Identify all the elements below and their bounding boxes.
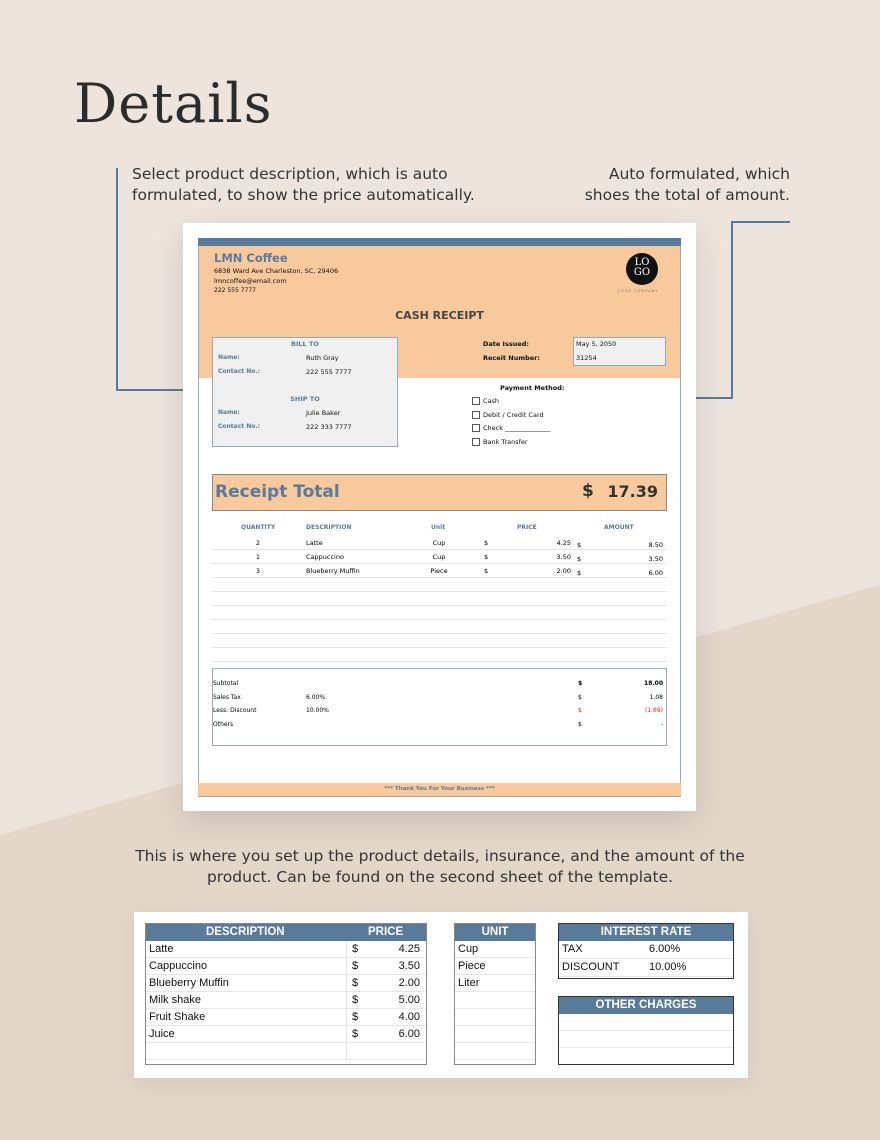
- receipt-number-label: Receit Number:: [483, 354, 540, 362]
- currency: $: [484, 539, 489, 547]
- table-row[interactable]: [146, 941, 426, 958]
- unit-name: Cup: [458, 943, 479, 955]
- table-row[interactable]: [212, 634, 667, 648]
- table-row[interactable]: [455, 1009, 535, 1026]
- option-label: Cash: [483, 397, 500, 405]
- payment-options: [472, 395, 551, 450]
- receipt-title: CASH RECEIPT: [395, 309, 484, 322]
- table-row[interactable]: [455, 1043, 535, 1060]
- item-unit: Piece: [430, 567, 448, 575]
- currency: $: [352, 1028, 359, 1040]
- ship-contact-label: Contact No.:: [218, 423, 261, 430]
- table-row[interactable]: [559, 959, 733, 977]
- bill-contact[interactable]: 222 555 7777: [306, 368, 352, 376]
- date-label: Date Issued:: [483, 340, 530, 348]
- table-row[interactable]: [212, 592, 667, 606]
- currency: $: [352, 1011, 359, 1023]
- table-row[interactable]: [212, 564, 667, 578]
- currency: $: [352, 960, 359, 972]
- summary-value: -: [660, 720, 663, 728]
- payment-option-card[interactable]: [472, 409, 551, 423]
- summary-value: (1.69): [644, 707, 663, 714]
- summary-row: [212, 691, 667, 705]
- price-header: PRICE: [368, 926, 404, 938]
- bill-to-heading: BILL TO: [291, 340, 319, 348]
- products-table: [145, 923, 427, 1065]
- item-description: Latte: [306, 539, 323, 547]
- company-name: LMN Coffee: [214, 251, 288, 265]
- callout-line: [731, 221, 790, 223]
- product-name: Latte: [149, 943, 174, 955]
- currency: $: [352, 994, 359, 1006]
- unit-header: UNIT: [455, 924, 535, 941]
- currency: $: [578, 680, 583, 687]
- table-row[interactable]: [559, 941, 733, 959]
- table-row[interactable]: [212, 606, 667, 620]
- item-amount: 3.50: [648, 555, 663, 563]
- payment-option-cash[interactable]: [472, 395, 551, 409]
- table-row[interactable]: [212, 550, 667, 564]
- table-row[interactable]: [212, 536, 667, 550]
- bill-ship-box: [212, 337, 398, 447]
- company-address: 6838 Ward Ave Charleston, SC, 29406: [214, 267, 339, 275]
- currency: $: [577, 555, 582, 563]
- col-unit: Unit: [431, 524, 446, 531]
- product-name: Fruit Shake: [149, 1011, 206, 1023]
- table-row[interactable]: [146, 1043, 426, 1060]
- summary-value: 18.00: [644, 680, 663, 687]
- col-quantity: QUANTITY: [241, 524, 276, 531]
- table-row[interactable]: [146, 975, 426, 992]
- date-issued[interactable]: May 5, 2050: [576, 340, 617, 348]
- table-row[interactable]: [212, 620, 667, 634]
- currency: $: [484, 567, 489, 575]
- units-table: [454, 923, 536, 1065]
- checkbox[interactable]: [472, 411, 480, 419]
- unit-name: Piece: [458, 960, 486, 972]
- page-title: Details: [74, 72, 273, 135]
- col-amount: AMOUNT: [604, 524, 634, 531]
- ship-name-label: Name:: [218, 409, 240, 416]
- note-bottom: This is where you set up the product details, insurance, and the amount of the product. Can be found on the second sheet of the template.: [135, 847, 745, 886]
- product-price: 5.00: [398, 994, 420, 1006]
- table-row[interactable]: [559, 1031, 733, 1048]
- table-row[interactable]: [455, 975, 535, 992]
- table-row[interactable]: [212, 648, 667, 662]
- item-quantity: 1: [255, 553, 261, 561]
- logo-subtitle: LOGO COMPANY: [618, 289, 659, 293]
- table-row[interactable]: [455, 992, 535, 1009]
- table-row[interactable]: [146, 1009, 426, 1026]
- currency: $: [578, 707, 582, 714]
- payment-option-check[interactable]: [472, 422, 551, 436]
- table-row[interactable]: [455, 958, 535, 975]
- rate-value: 10.00%: [649, 961, 687, 973]
- receipt-footer: *** Thank You For Your Business ***: [198, 783, 681, 796]
- unit-name: Liter: [458, 977, 480, 989]
- interest-table: [558, 923, 734, 979]
- col-price: PRICE: [517, 524, 537, 531]
- desc-header: DESCRIPTION: [206, 926, 285, 938]
- summary-label: Less: Discount: [213, 707, 257, 714]
- summary-row: [212, 704, 667, 718]
- currency: $: [578, 693, 582, 701]
- item-amount: 8.50: [648, 541, 663, 549]
- bill-contact-label: Contact No.:: [218, 368, 261, 375]
- receipt-total-value: 17.39: [607, 482, 658, 501]
- item-description: Blueberry Muffin: [306, 567, 360, 575]
- product-name: Juice: [149, 1028, 175, 1040]
- receipt-number[interactable]: 31254: [576, 354, 597, 362]
- option-label: Check ______________: [483, 424, 551, 433]
- option-label: Debit / Credit Card: [483, 410, 544, 419]
- currency: $: [352, 943, 359, 955]
- callout-line: [731, 221, 733, 399]
- table-row[interactable]: [146, 992, 426, 1009]
- receipt-top-bar: [198, 238, 681, 246]
- summary-label: Others: [213, 720, 234, 728]
- other-charges-table: [558, 996, 734, 1065]
- item-price: 3.50: [556, 553, 571, 561]
- products-header: [146, 924, 426, 941]
- option-label: Bank Transfer: [483, 438, 528, 447]
- table-row[interactable]: [146, 958, 426, 975]
- rate-label: TAX: [562, 943, 583, 955]
- product-name: Milk shake: [149, 994, 201, 1006]
- bill-name[interactable]: Ruth Gray: [306, 354, 339, 362]
- interest-header: INTEREST RATE: [559, 924, 733, 941]
- checkbox[interactable]: [472, 424, 480, 432]
- product-price: 6.00: [398, 1028, 420, 1040]
- table-row[interactable]: [212, 578, 667, 592]
- product-price: 4.00: [398, 1011, 420, 1023]
- currency: $: [578, 720, 582, 728]
- product-price: 3.50: [398, 960, 420, 972]
- item-quantity: 2: [255, 539, 261, 547]
- table-row[interactable]: [455, 941, 535, 958]
- summary-value: 1.08: [649, 693, 663, 701]
- payment-method-label: Payment Method:: [500, 384, 565, 392]
- company-phone: 222 555 7777: [214, 287, 256, 294]
- summary-label: Subtotal: [213, 680, 239, 687]
- summary-row: [212, 677, 667, 691]
- table-row[interactable]: [146, 1026, 426, 1043]
- ship-name[interactable]: Julie Baker: [306, 409, 341, 417]
- currency: $: [352, 977, 359, 989]
- item-price: 2.00: [556, 567, 571, 575]
- item-amount: 6.00: [648, 569, 663, 577]
- ship-to-heading: SHIP TO: [290, 395, 320, 403]
- rate-value: 6.00%: [649, 943, 681, 955]
- item-description: Cappuccino: [306, 553, 344, 561]
- items-header: [212, 524, 667, 536]
- currency: $: [484, 553, 489, 561]
- callout-line: [116, 168, 118, 391]
- checkbox[interactable]: [472, 397, 480, 405]
- summary-rate: 10.00%: [306, 707, 329, 714]
- note-right: Auto formulated, which shoes the total of amount.: [584, 165, 790, 204]
- item-price: 4.25: [556, 539, 571, 547]
- payment-option-bank[interactable]: [472, 436, 551, 450]
- product-name: Blueberry Muffin: [149, 977, 229, 989]
- other-charges-header: OTHER CHARGES: [559, 997, 733, 1014]
- checkbox[interactable]: [472, 438, 480, 446]
- receipt-total-label: Receipt Total: [215, 482, 340, 502]
- summary-row: [212, 718, 667, 732]
- summary-rate: 6.00%: [306, 693, 326, 701]
- logo-icon: LO GO: [626, 253, 658, 285]
- ship-contact[interactable]: 222 333 7777: [306, 423, 352, 431]
- currency: $: [577, 569, 582, 577]
- bill-name-label: Name:: [218, 354, 240, 361]
- product-name: Cappuccino: [149, 960, 208, 972]
- total-currency: $: [582, 481, 594, 501]
- item-unit: Cup: [432, 539, 446, 547]
- product-price: 4.25: [398, 943, 420, 955]
- col-description: DESCRIPTION: [306, 524, 352, 531]
- currency: $: [577, 541, 582, 549]
- note-left: Select product description, which is auto formulated, to show the price automatically.: [132, 165, 475, 204]
- rate-label: DISCOUNT: [562, 961, 620, 973]
- item-quantity: 3: [255, 567, 261, 575]
- table-row[interactable]: [559, 1014, 733, 1031]
- company-email: lmncoffee@email.com: [214, 277, 287, 285]
- table-row[interactable]: [455, 1026, 535, 1043]
- product-price: 2.00: [398, 977, 420, 989]
- item-unit: Cup: [432, 553, 446, 561]
- summary-label: Sales Tax: [213, 693, 241, 701]
